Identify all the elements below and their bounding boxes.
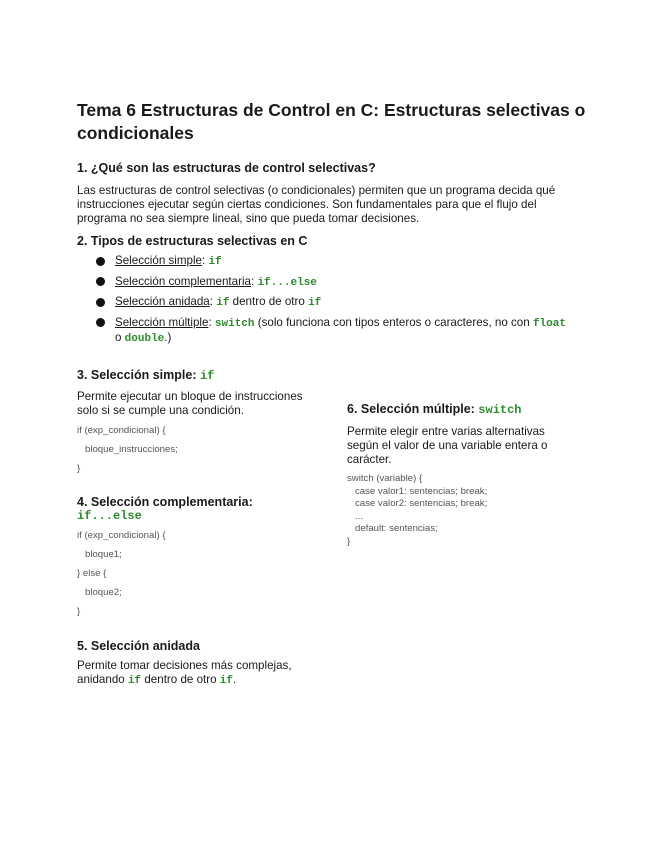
section-2-heading: 2. Tipos de estructuras selectivas en C <box>77 234 308 248</box>
heading-code: switch <box>478 403 522 417</box>
section-3-body: Permite ejecutar un bloque de instrucciones solo si se cumple una condición. <box>77 390 303 417</box>
code-line: } <box>347 535 351 547</box>
code-line: } else { <box>77 568 107 579</box>
item-code: float <box>532 317 566 330</box>
bullet-icon <box>96 277 105 286</box>
inline-code: if <box>127 675 142 687</box>
list-item <box>96 295 566 310</box>
bullet-icon <box>96 257 105 266</box>
list-item <box>96 275 566 290</box>
document-title: Tema 6 Estructuras de Control en C: Estructuras selectivas o condicionales <box>77 100 586 143</box>
body-text: Permite tomar decisiones más complejas, anidando <box>77 659 292 686</box>
inline-code: if <box>219 675 233 687</box>
section-5-body <box>77 659 317 688</box>
code-line: bloque2; <box>77 587 122 598</box>
code-snippet-switch <box>347 473 487 548</box>
item-separator: : <box>208 315 215 329</box>
code-line: default: sentencias; <box>347 523 438 534</box>
list-item <box>96 254 566 269</box>
item-code: if <box>208 256 222 268</box>
section-5-heading: 5. Selección anidada <box>77 639 200 653</box>
section-6-body: Permite elegir entre varias alternativas según el valor de una variable entera o carácter. <box>347 425 548 466</box>
item-note: .) <box>164 330 172 344</box>
section-1-body: Las estructuras de control selectivas (o condicionales) permiten que un programa decida qué instrucciones ejecutar según ciertas condiciones. Son fundamentales para que el flujo del programa no sea siempre lineal, sino que pueda tomar decisiones. <box>77 184 556 225</box>
item-label: Selección simple <box>115 254 202 267</box>
item-text: dentro de otro <box>229 295 309 308</box>
code-line: case valor1: sentencias; break; <box>347 485 488 497</box>
heading-text: 3. Selección simple: <box>77 368 200 382</box>
code-snippet-if <box>77 421 178 478</box>
list-item <box>96 316 566 346</box>
section-3-heading <box>77 367 214 384</box>
section-4-heading: 4. Selección complementaria: <box>77 495 253 509</box>
code-line: case valor2: sentencias; break; <box>347 498 488 509</box>
code-snippet-if-else <box>77 526 166 621</box>
bullet-icon <box>96 298 105 307</box>
item-code: double <box>124 332 165 345</box>
item-separator: : <box>202 254 209 267</box>
item-separator: : <box>209 295 217 308</box>
section-6-heading <box>347 401 522 418</box>
item-note: o <box>115 330 125 344</box>
section-4-heading-code: if...else <box>77 509 142 523</box>
code-line: } <box>77 463 81 474</box>
item-code: if <box>216 297 230 309</box>
item-code: if...else <box>257 276 317 289</box>
code-line: if (exp_condicional) { <box>77 530 166 541</box>
item-label: Selección anidada <box>115 295 210 308</box>
item-separator: : <box>250 274 258 288</box>
item-label: Selección complementaria <box>115 274 251 288</box>
code-line: bloque1; <box>77 549 122 560</box>
item-label: Selección múltiple <box>115 315 209 329</box>
selection-types-list <box>96 254 566 351</box>
item-code: switch <box>214 317 255 330</box>
code-line: } <box>77 606 81 617</box>
code-line: ... <box>347 510 363 522</box>
item-note: (solo funciona con tipos enteros o caracteres, no con <box>254 315 533 329</box>
code-line: if (exp_condicional) { <box>77 425 166 436</box>
item-code: if <box>308 297 322 309</box>
body-text: . <box>232 673 237 686</box>
body-text: dentro de otro <box>141 673 220 686</box>
section-1-heading: 1. ¿Qué son las estructuras de control selectivas? <box>77 161 376 175</box>
heading-text: 6. Selección múltiple: <box>347 402 479 416</box>
code-line: bloque_instrucciones; <box>77 444 178 455</box>
heading-code: if <box>199 369 215 383</box>
code-line: switch (variable) { <box>347 473 423 484</box>
bullet-icon <box>96 318 105 327</box>
